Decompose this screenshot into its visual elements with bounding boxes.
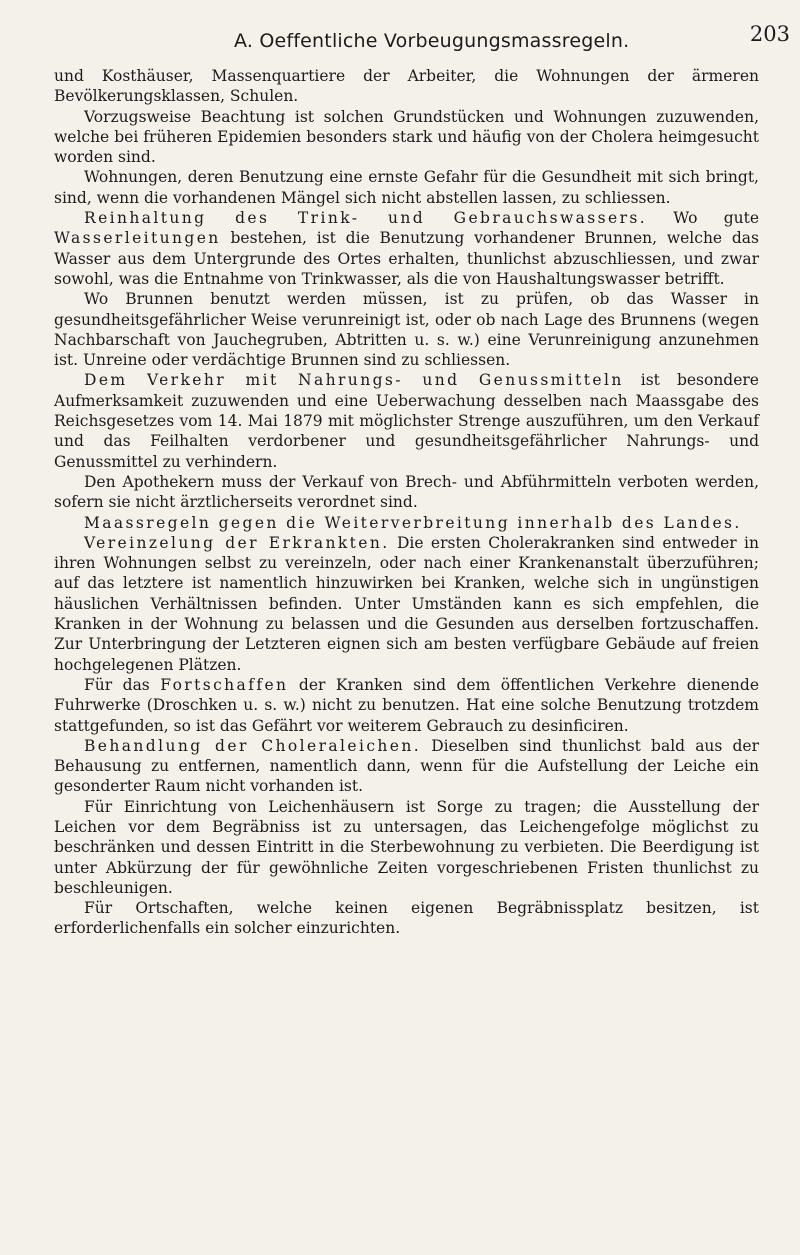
paragraph: Wo Brunnen benutzt werden müssen, ist zu prüfen, ob das Wasser in gesundheitsgefährlicher Weise verunreinigt ist, oder ob nach Lage des Brunnens (wegen Nachbarschaft von Jauchegruben, Abtritten u. s. w.) eine Verunreinigung anzunehmen ist. Unreine oder verdächtige Brunnen sind zu schliessen. (54, 290, 759, 370)
text-run: bestehen, ist die Benutzung vorhandener Brunnen, welche das Wasser aus dem Untergrunde des Ortes erhalten, thunlichst abzuschliessen, und zwar sowohl, was die Entnahme von Trinkwasser, als die von Haushaltungswasser betrifft. (54, 229, 759, 288)
spaced-term: Fortschaffen (160, 675, 289, 694)
spaced-term: Dem Verkehr mit Nahrungs- und Genussmitteln (84, 371, 624, 390)
body-text (54, 66, 759, 939)
paragraph (54, 208, 759, 289)
page-number: 203 (749, 22, 790, 46)
paragraph (54, 533, 759, 675)
paragraph: Den Apothekern muss der Verkauf von Brech- und Abführmitteln verboten werden, sofern sie nicht ärztlicherseits verordnet sind. (54, 472, 759, 512)
paragraph (54, 675, 759, 736)
spaced-term: Behandlung der Choleraleichen. (84, 736, 422, 755)
paragraph (54, 736, 759, 797)
paragraph: Vorzugsweise Beachtung ist solchen Grundstücken und Wohnungen zuzuwenden, welche bei früheren Epidemien besonders stark und häufig von der Cholera heimgesucht worden sind. (54, 107, 759, 167)
spaced-term: Vereinzelung der Erkrankten. (84, 533, 390, 552)
paragraph: Wohnungen, deren Benutzung eine ernste Gefahr für die Gesundheit mit sich bringt, sind, wenn die vorhandenen Mängel sich nicht abstellen lassen, zu schliessen. (54, 168, 759, 207)
section-heading: Maassregeln gegen die Weiterverbreitung innerhalb des Landes. (84, 513, 742, 532)
text-run: der Kranken sind dem öffentlichen Verkehre dienende Fuhrwerke (Droschken u. s. w.) nicht zu benutzen. Hat eine solche Benutzung trotzdem stattgefunden, so ist das Gefährt vor weiterem Gebrauch zu desinficiren. (54, 675, 760, 735)
text-run: Die ersten Cholerakranken sind entweder in ihren Wohnungen selbst zu vereinzeln, oder nach einer Krankenanstalt überzuführen; auf das letztere ist namentlich hinzuwirken bei Kranken, welche sich in ungünstigen häuslichen Verhältnissen befinden. Unter Umständen kann es sich empfehlen, die Kranken in der Wohnung zu belassen und die Gesunden aus derselben fortzuschaffen. Zur Unterbringung der Letzteren eignen sich am besten verfügbare Gebäude auf freien hochgelegenen Plätzen. (54, 533, 760, 674)
text-run: Dieselben sind thunlichst bald aus der Behausung zu entfernen, namentlich dann, wenn für die Aufstellung der Leiche ein gesonderter Raum nicht vorhanden ist. (54, 736, 759, 796)
paragraph (54, 370, 759, 471)
page-header (234, 22, 790, 56)
running-title: A. Oeffentliche Vorbeugungsmassregeln. (234, 30, 630, 52)
text-run: Wo gute (647, 209, 759, 228)
text-run: Für das (84, 675, 161, 694)
paragraph: Für Ortschaften, welche keinen eigenen Begräbnissplatz besitzen, ist erforderlichenfalls ein solcher einzurichten. (54, 899, 759, 938)
spaced-term: Wasserleitungen (54, 229, 221, 248)
spaced-term: Reinhaltung des Trink- und Gebrauchswassers. (84, 209, 648, 228)
paragraph: und Kosthäuser, Massenquartiere der Arbeiter, die Wohnungen der ärmeren Bevölkerungsklassen, Schulen. (54, 67, 759, 106)
paragraph: Für Einrichtung von Leichenhäusern ist Sorge zu tragen; die Ausstellung der Leichen vor dem Begräbniss ist zu untersagen, das Leichengefolge möglichst zu beschränken und dessen Eintritt in die Sterbewohnung zu verbieten. Die Beerdigung ist unter Abkürzung der für gewöhnliche Zeiten vorgeschriebenen Fristen thunlichst zu beschleunigen. (54, 797, 759, 897)
text-run: ist besondere Aufmerksamkeit zuzuwenden und eine Ueberwachung desselben nach Maassgabe des Reichsgesetzes vom 14. Mai 1879 mit möglichster Strenge auszuführen, um den Verkauf und das Feilhalten verdorbener und gesundheitsgefährlicher Nahrungs- und Genussmittel zu verhindern. (54, 371, 759, 471)
